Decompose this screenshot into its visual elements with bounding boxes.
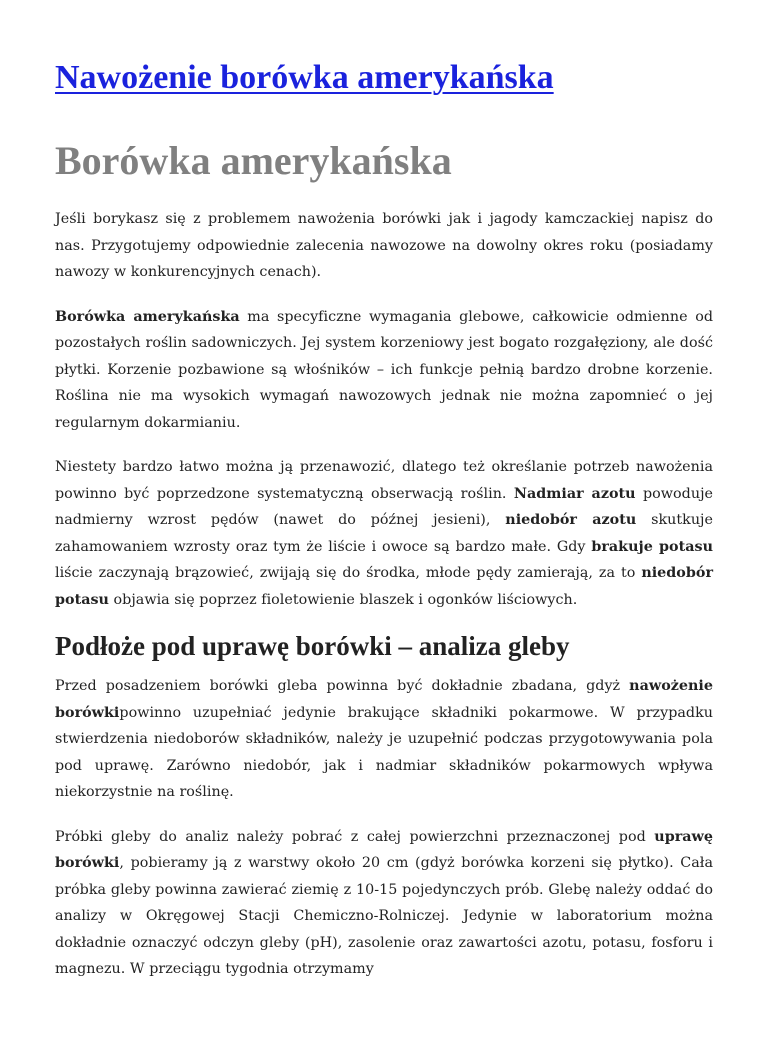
bold-term: niedobór azotu (505, 512, 637, 528)
bold-term: niedobór potasu (55, 565, 713, 608)
deficiency-paragraph (55, 454, 713, 613)
bold-term: uprawę borówki (55, 828, 713, 871)
bold-term: brakuje potasu (591, 538, 713, 555)
subsection-heading: Podłoże pod uprawę borówki – analiza gleby (55, 631, 570, 661)
paragraph-text: Przed posadzeniem borówki gleba powinna być dokładnie zbadana, gdyż (55, 678, 630, 694)
paragraph-text: powoduje nadmierny wzrost pędów (nawet do późnej jesieni), (55, 485, 713, 528)
paragraph-text: , pobieramy ją z warstwy około 20 cm (gdyż borówka korzeni się płytko). Cała próbka gleby powinna zawierać ziemię z 10-15 pojedynczych prób. Glebę należy oddać do analizy w Okręgowej Stacji Chemiczno-Rolniczej. Jedynie w laboratorium można dokładnie oznaczyć odczyn gleby (pH), zasolenie oraz zawartości azotu, potasu, fosforu i magnezu. W przeciągu tygodnia otrzymamy (55, 855, 713, 977)
samples-paragraph (55, 824, 713, 983)
section-heading: Borówka amerykańska (55, 138, 452, 183)
paragraph-text: objawia się poprzez fioletowienie blaszek i ogonków liściowych. (108, 591, 578, 608)
soil-paragraph (55, 673, 713, 806)
bold-term: nawożenie borówki (55, 678, 713, 721)
paragraph-text: powinno uzupełniać jedynie brakujące składniki pokarmowe. W przypadku stwierdzenia niedoborów składników, należy je uzupełnić podczas przygotowywania pola pod uprawę. Zarówno niedobór, jak i nadmiar składników pokarmowych wpływa niekorzystnie na roślinę. (55, 704, 713, 800)
paragraph-text: Niestety bardzo łatwo można ją przenawozić, dlatego też określanie potrzeb nawożenia powinno być poprzedzone systematyczną obserwacją roślin. (55, 459, 713, 502)
bold-term: Borówka amerykańska (55, 308, 240, 325)
paragraph-text: skutkuje zahamowaniem wzrosty oraz tym że liście i owoce są bardzo małe. Gdy (55, 512, 713, 555)
paragraph-text: ma specyficzne wymagania glebowe, całkowicie odmienne od pozostałych roślin sadowniczych. Jej system korzeniowy jest bogato rozgałęziony, ale dość płytki. Korzenie pozbawione są włośników – ich funkcje pełnią bardzo drobne korzenie. Roślina nie ma wysokich wymagań nawozowych jednak nie można zapomnieć o jej regularnym dokarmianiu. (55, 308, 713, 431)
requirements-paragraph (55, 304, 713, 437)
intro-paragraph: Jeśli borykasz się z problemem nawożenia borówki jak i jagody kamczackiej napisz do nas. Przygotujemy odpowiednie zalecenia nawozowe na dowolny okres roku (posiadamy nawozy w konkurencyjnych cenach). (55, 211, 713, 280)
paragraph-text: liście zaczynają brązowieć, zwijają się do środka, młode pędy zamierają, za to (55, 565, 642, 581)
document-title-link[interactable]: Nawożenie borówka amerykańska (55, 59, 554, 96)
paragraph-text: Próbki gleby do analiz należy pobrać z całej powierzchni przeznaczonej pod (55, 828, 655, 845)
bold-term: Nadmiar azotu (513, 485, 636, 502)
document-title (55, 58, 713, 98)
document-page (0, 58, 768, 983)
